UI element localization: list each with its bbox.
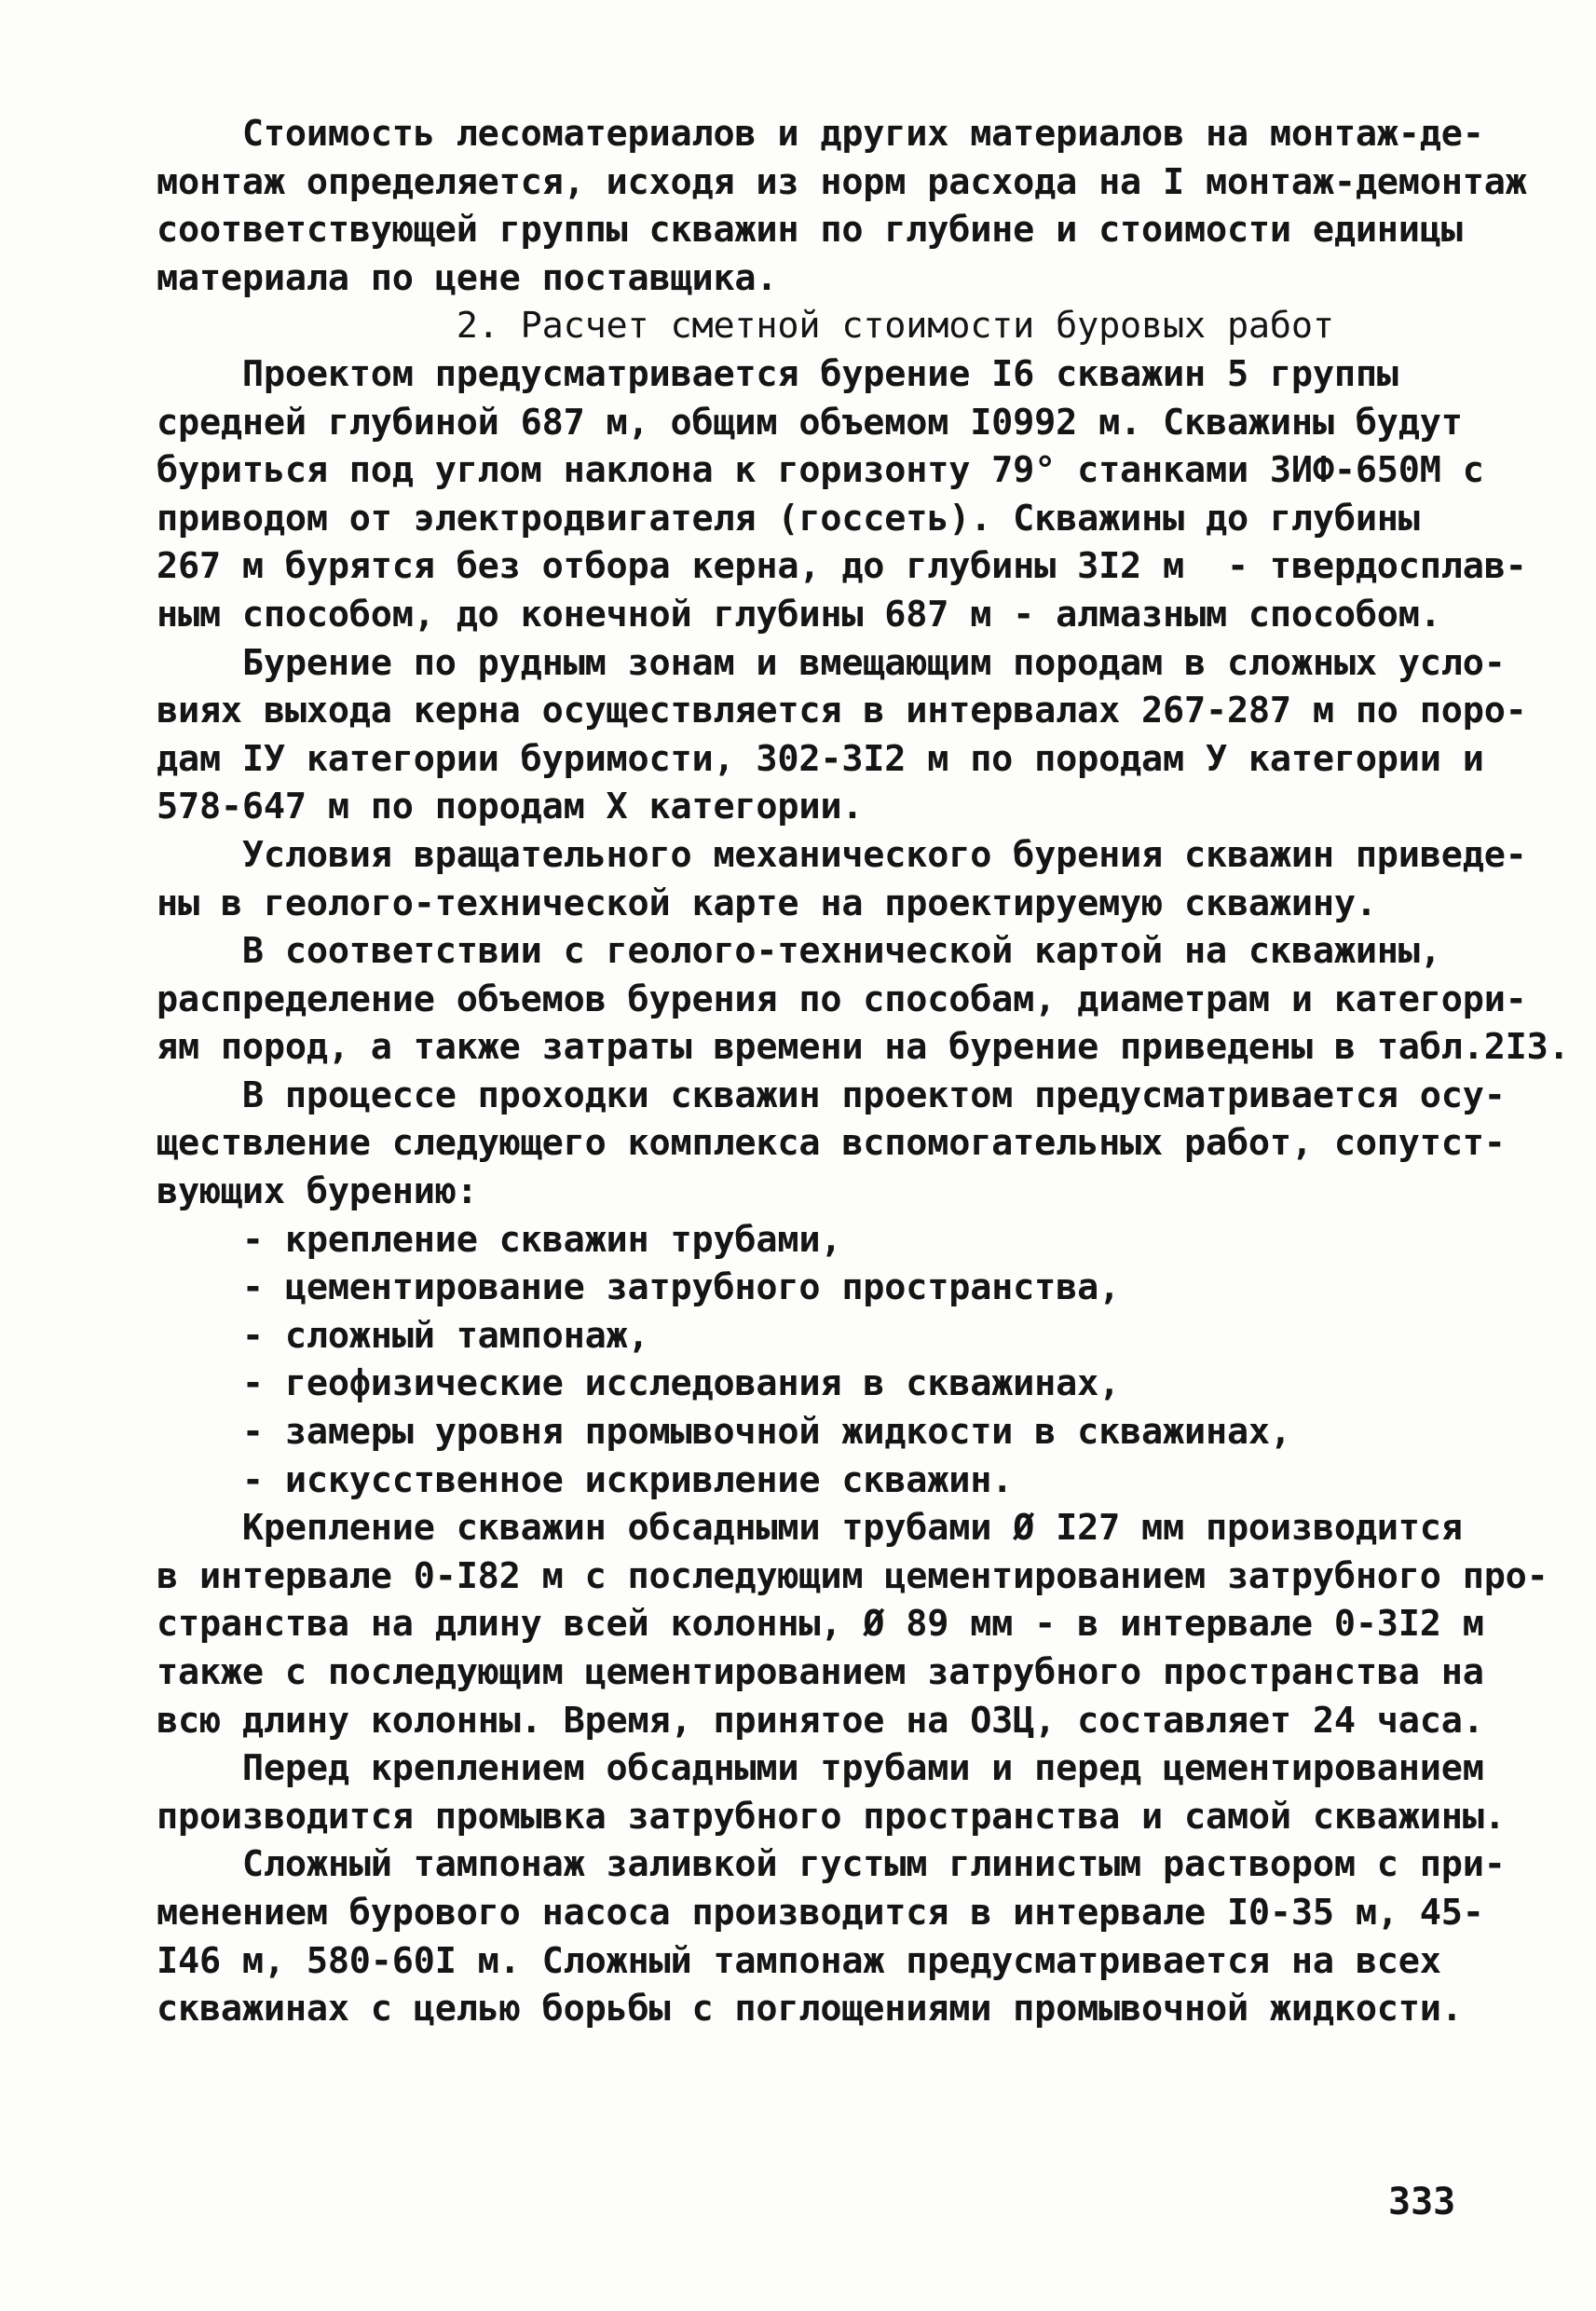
text-line: вующих бурению: <box>157 1170 478 1213</box>
section-heading: 2. Расчет сметной стоимости буровых работ <box>157 305 1334 348</box>
text-line: монтаж определяется, исходя из норм расхода на I монтаж-демонтаж <box>157 160 1527 203</box>
text-line: ны в геолого-технической карте на проектируемую скважину. <box>157 882 1377 924</box>
text-line: ществление следующего комплекса вспомогательных работ, сопутст- <box>157 1122 1506 1165</box>
text-line: Стоимость лесоматериалов и других материалов на монтаж-де- <box>157 113 1484 155</box>
text-line: 267 м бурятся без отбора керна, до глубины 3I2 м - твердосплав- <box>157 545 1527 588</box>
text-line: странства на длину всей колонны, Ø 89 мм - в интервале 0-3I2 м <box>157 1603 1484 1646</box>
list-item: - геофизические исследования в скважинах, <box>157 1362 1121 1405</box>
list-item: - замеры уровня промывочной жидкости в скважинах, <box>157 1411 1291 1454</box>
text-line: материала по цене поставщика. <box>157 256 778 299</box>
list-item: - крепление скважин трубами, <box>157 1218 842 1261</box>
text-line: распределение объемов бурения по способам, диаметрам и категори- <box>157 978 1527 1020</box>
text-line: ным способом, до конечной глубины 687 м - алмазным способом. <box>157 593 1441 636</box>
text-line: также с последующим цементированием затрубного пространства на <box>157 1651 1484 1693</box>
text-line: соответствующей группы скважин по глубине и стоимости единицы <box>157 209 1463 252</box>
text-line: ям пород, а также затраты времени на бурение приведены в табл.2I3. <box>157 1026 1570 1069</box>
text-line: средней глубиной 687 м, общим объемом I0992 м. Скважины будут <box>157 401 1463 444</box>
text-line: Крепление скважин обсадными трубами Ø I27 мм производится <box>157 1507 1463 1550</box>
text-line: Проектом предусматривается бурение I6 скважин 5 группы <box>157 352 1398 395</box>
text-line: приводом от электродвигателя (госсеть). Скважины до глубины <box>157 497 1420 540</box>
text-line: 578-647 м по породам Х категории. <box>157 786 864 828</box>
text-line: всю длину колонны. Время, принятое на ОЗЦ, составляет 24 часа. <box>157 1699 1484 1742</box>
text-line: I46 м, 580-60I м. Сложный тампонаж предусматривается на всех <box>157 1939 1441 1982</box>
text-line: Сложный тампонаж заливкой густым глинистым раствором с при- <box>157 1843 1506 1886</box>
text-line: менением бурового насоса производится в интервале I0-35 м, 45- <box>157 1891 1484 1934</box>
body-text <box>157 110 1570 2033</box>
text-line: скважинах с целью борьбы с поглощениями промывочной жидкости. <box>157 1988 1463 2031</box>
text-line: в интервале 0-I82 м с последующим цементированием затрубного про- <box>157 1554 1548 1597</box>
text-line: дам IУ категории буримости, 302-3I2 м по породам У категории и <box>157 737 1484 780</box>
text-line: виях выхода керна осуществляется в интервалах 267-287 м по поро- <box>157 690 1527 732</box>
text-line: Условия вращательного механического бурения скважин приведе- <box>157 833 1527 876</box>
page-number: 333 <box>1388 2181 1456 2223</box>
list-item: - сложный тампонаж, <box>157 1314 649 1357</box>
list-item: - цементирование затрубного пространства, <box>157 1266 1121 1309</box>
text-line: Бурение по рудным зонам и вмещающим породам в сложных усло- <box>157 641 1506 684</box>
text-line: Перед креплением обсадными трубами и перед цементированием <box>157 1747 1484 1790</box>
text-line: производится промывка затрубного пространства и самой скважины. <box>157 1795 1506 1838</box>
text-line: В соответствии с геолого-технической картой на скважины, <box>157 930 1441 973</box>
list-item: - искусственное искривление скважин. <box>157 1458 1014 1501</box>
text-line: буриться под углом наклона к горизонту 79° станками ЗИФ-650М с <box>157 449 1484 492</box>
text-line: В процессе проходки скважин проектом предусматривается осу- <box>157 1073 1506 1116</box>
